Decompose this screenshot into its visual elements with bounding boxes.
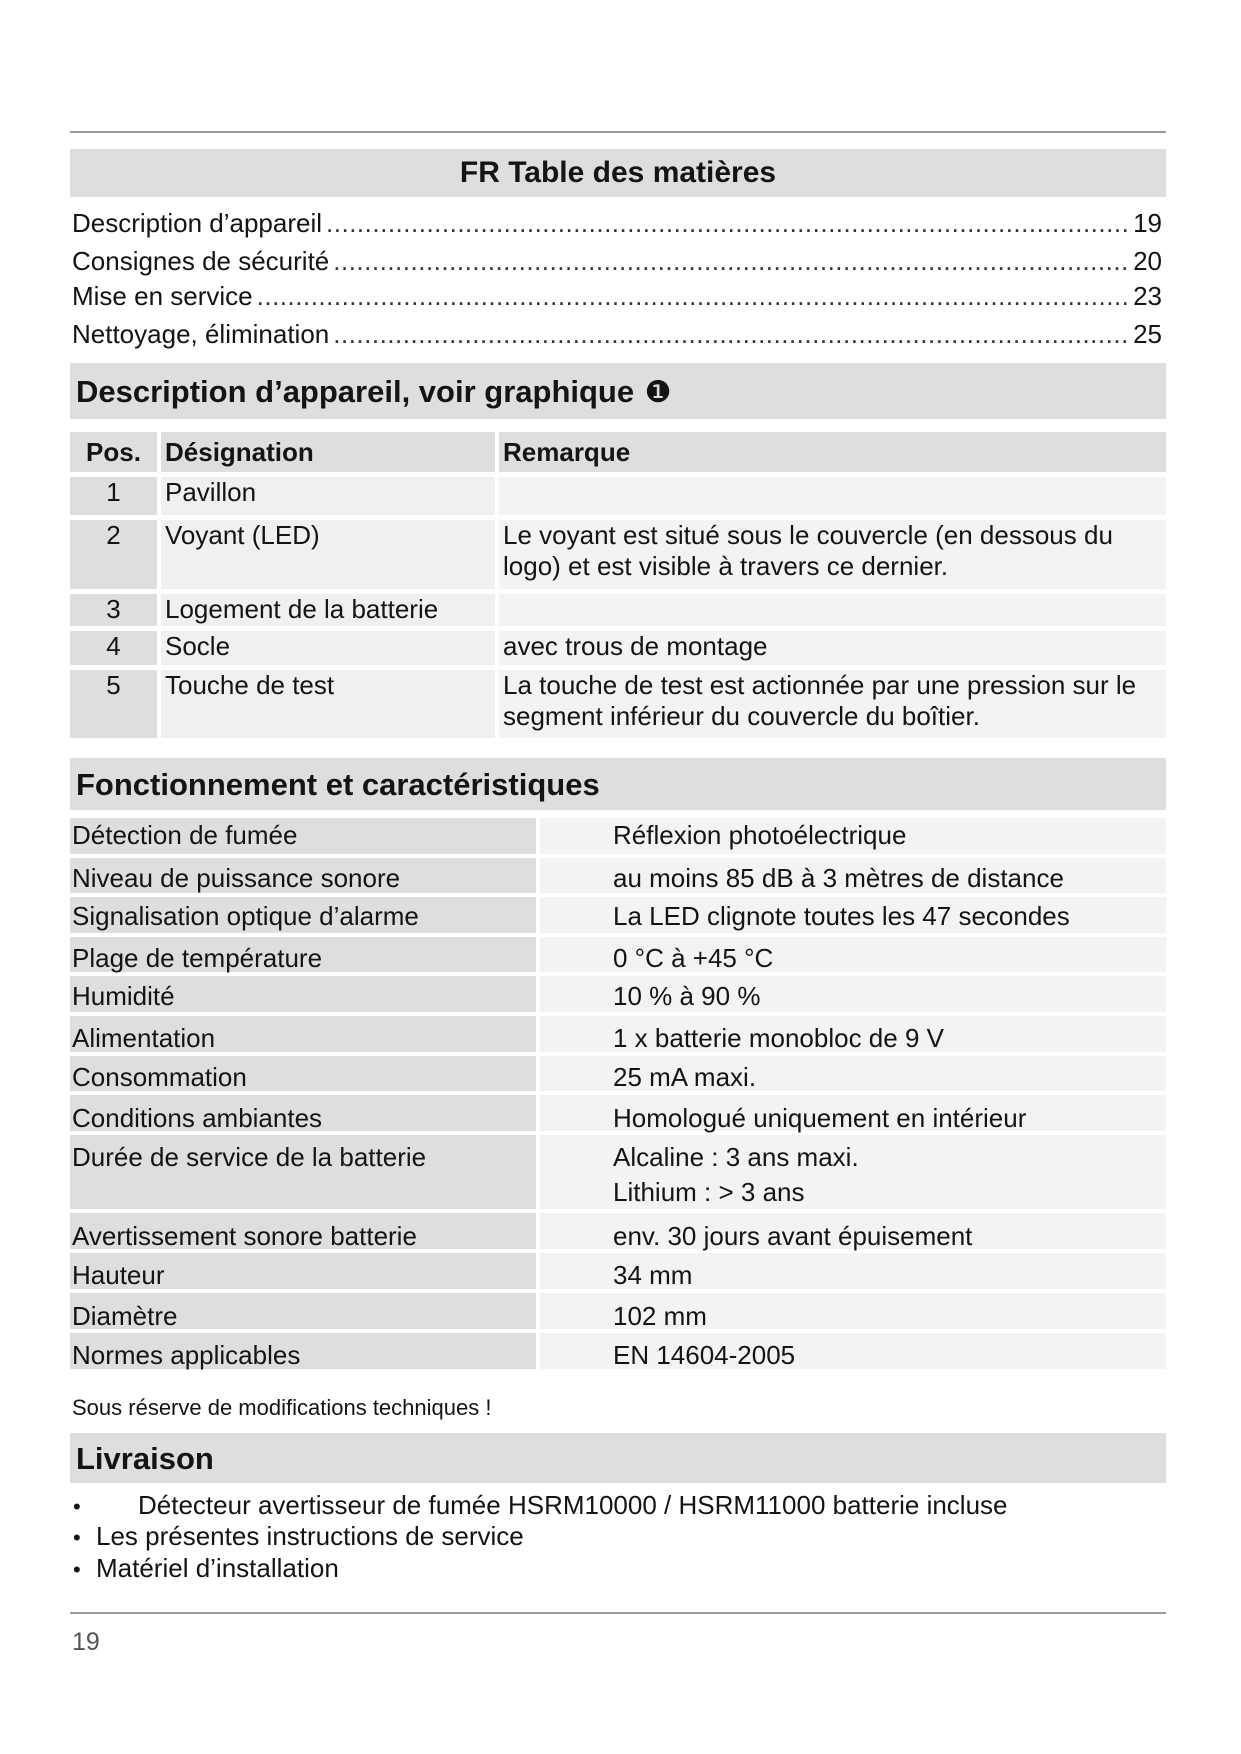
spec-label: Diamètre <box>70 1293 536 1329</box>
description-heading <box>76 374 671 410</box>
toc-title: FR Table des matières <box>459 156 777 189</box>
spec-value: 0 °C à +45 °C <box>540 937 1166 972</box>
list-item-text: Les présentes instructions de service <box>96 1521 524 1551</box>
description-heading-band <box>70 363 1166 419</box>
spec-value: EN 14604-2005 <box>540 1333 1166 1369</box>
spec-label: Plage de température <box>70 937 536 972</box>
bullet-icon: • <box>73 1525 81 1550</box>
toc-leader <box>333 319 1129 350</box>
footnote: Sous réserve de modifications techniques ! <box>72 1395 492 1420</box>
toc-entry-title: Description d’appareil <box>72 208 323 238</box>
spec-label: Hauteur <box>70 1253 536 1289</box>
list-item-text: Matériel d’installation <box>96 1553 339 1583</box>
spec-value: Réflexion photoélectrique <box>540 818 1166 854</box>
toc-entry[interactable] <box>72 246 1162 277</box>
toc-entry[interactable] <box>72 319 1162 350</box>
description-heading-text: Description d’appareil, voir graphique <box>76 374 635 409</box>
features-heading: Fonctionnement et caractéristiques <box>76 767 600 802</box>
spec-value: au moins 85 dB à 3 mètres de distance <box>540 858 1166 893</box>
cell-pos: 5 <box>70 670 161 738</box>
delivery-heading: Livraison <box>76 1441 214 1476</box>
bullet-icon: • <box>73 1557 81 1582</box>
table-row <box>70 477 1166 515</box>
spec-value: env. 30 jours avant épuisement <box>540 1213 1166 1249</box>
col-header-remark: Remarque <box>499 432 1166 472</box>
features-heading-band <box>70 758 1166 810</box>
figure-marker-icon: ❶ <box>644 376 672 409</box>
toc-entry-title: Consignes de sécurité <box>72 246 330 276</box>
delivery-heading-band <box>70 1433 1166 1483</box>
spec-label: Consommation <box>70 1056 536 1091</box>
col-header-pos: Pos. <box>70 432 161 472</box>
cell-remark <box>499 477 1166 515</box>
bullet-icon: • <box>73 1494 81 1519</box>
spec-label: Conditions ambiantes <box>70 1095 536 1131</box>
spec-label: Humidité <box>70 976 536 1012</box>
page-number: 19 <box>72 1628 100 1656</box>
table-row <box>70 594 1166 626</box>
toc-entry-title: Mise en service <box>72 281 253 311</box>
bottom-rule <box>70 1612 1166 1614</box>
list-item-text: Détecteur avertisseur de fumée HSRM10000 / HSRM11000 batterie incluse <box>138 1490 1008 1520</box>
cell-remark: La touche de test est actionnée par une pression sur le segment inférieur du couvercle du boîtier. <box>499 670 1166 738</box>
description-table <box>70 427 1166 743</box>
spec-value: 1 x batterie monobloc de 9 V <box>540 1016 1166 1052</box>
cell-remark: Le voyant est situé sous le couvercle (en dessous du logo) et est visible à travers ce dernier. <box>499 520 1166 589</box>
toc-entry[interactable] <box>72 208 1162 239</box>
cell-pos: 2 <box>70 520 161 589</box>
cell-pos: 4 <box>70 631 161 665</box>
spec-value-second-line: Lithium : > 3 ans <box>613 1177 805 1207</box>
toc-entry-page: 20 <box>1133 246 1162 276</box>
table-header-row <box>70 432 1166 472</box>
spec-value: 102 mm <box>540 1293 1166 1329</box>
spec-label: Alimentation <box>70 1016 536 1052</box>
spec-label: Normes applicables <box>70 1333 536 1369</box>
toc-leader <box>326 208 1129 239</box>
cell-designation: Touche de test <box>161 670 499 738</box>
cell-designation: Voyant (LED) <box>161 520 499 589</box>
spec-value: 34 mm <box>540 1253 1166 1289</box>
spec-value: 25 mA maxi. <box>540 1056 1166 1091</box>
spec-value: 10 % à 90 % <box>540 976 1166 1012</box>
cell-remark <box>499 594 1166 626</box>
toc-entry-page: 25 <box>1133 319 1162 349</box>
spec-value: La LED clignote toutes les 47 secondes <box>540 897 1166 933</box>
toc-entry-title: Nettoyage, élimination <box>72 319 330 349</box>
cell-designation: Logement de la batterie <box>161 594 499 626</box>
table-row <box>70 631 1166 665</box>
table-row <box>70 670 1166 738</box>
col-header-designation: Désignation <box>161 432 499 472</box>
top-rule <box>70 131 1166 133</box>
toc-entry-page: 23 <box>1133 281 1162 311</box>
spec-label: Durée de service de la batterie <box>70 1135 536 1209</box>
cell-remark: avec trous de montage <box>499 631 1166 665</box>
spec-label: Signalisation optique d’alarme <box>70 897 536 933</box>
spec-label: Avertissement sonore batterie <box>70 1213 536 1249</box>
spec-value: Homologué uniquement en intérieur <box>540 1095 1166 1131</box>
cell-designation: Pavillon <box>161 477 499 515</box>
cell-pos: 3 <box>70 594 161 626</box>
spec-value: Alcaline : 3 ans maxi. <box>613 1142 859 1172</box>
toc-leader <box>333 246 1129 277</box>
cell-designation: Socle <box>161 631 499 665</box>
toc-entry-page: 19 <box>1133 208 1162 238</box>
toc-heading-band <box>70 149 1166 197</box>
cell-pos: 1 <box>70 477 161 515</box>
toc-leader <box>257 281 1129 312</box>
table-row <box>70 520 1166 589</box>
spec-value-cell <box>540 1135 1166 1209</box>
spec-label: Niveau de puissance sonore <box>70 858 536 893</box>
spec-label: Détection de fumée <box>70 818 536 854</box>
toc-entry[interactable] <box>72 281 1162 312</box>
